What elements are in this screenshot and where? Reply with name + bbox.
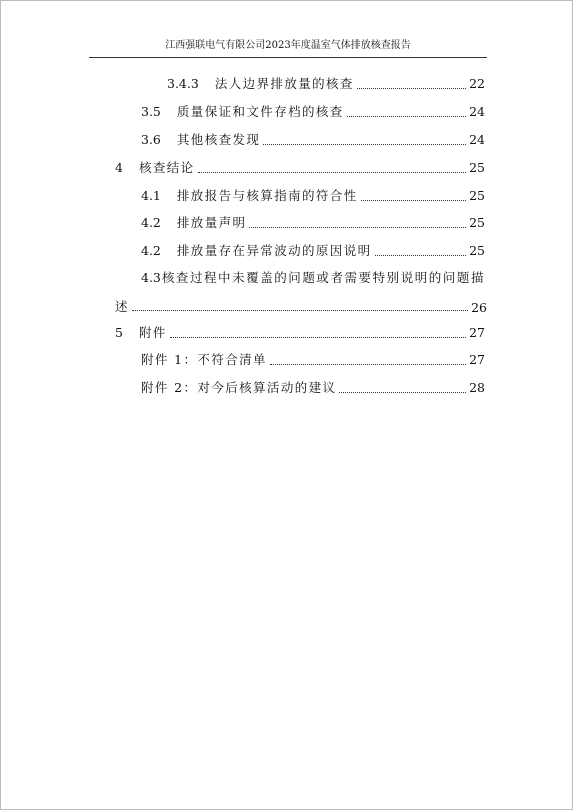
toc-page-number: 25 [469, 215, 485, 230]
toc-dot-leader [339, 392, 466, 393]
toc-entry-title: 核查过程中未覆盖的问题或者需要特别说明的问题描 [161, 270, 485, 285]
toc-page-number: 27 [469, 325, 485, 340]
toc-page-number: 22 [469, 76, 485, 91]
toc-page-number: 25 [469, 243, 485, 258]
toc-entry-title: 附件 [138, 325, 167, 340]
toc-page-number: 25 [469, 188, 485, 203]
toc-page-number: 24 [469, 104, 485, 119]
toc-entry[interactable] [115, 157, 485, 177]
toc-entry-title: 附件 1：不符合清单 [141, 352, 267, 367]
page-header: 江西强联电气有限公司2023年度温室气体排放核查报告 [165, 40, 411, 51]
header-divider [89, 57, 487, 58]
toc-page-number: 24 [469, 132, 485, 147]
toc-dot-leader [132, 310, 468, 311]
toc-entry[interactable] [141, 185, 485, 205]
toc-entry-title: 质量保证和文件存档的核查 [176, 104, 344, 119]
toc-entry[interactable] [141, 349, 485, 369]
toc-entry[interactable] [167, 73, 485, 93]
toc-page-number: 27 [469, 352, 485, 367]
toc-dot-leader [375, 255, 467, 256]
toc-page-number: 26 [471, 300, 487, 315]
toc-dot-leader [263, 144, 466, 145]
toc-entry[interactable] [141, 129, 485, 149]
toc-page-number: 28 [469, 380, 485, 395]
toc-entry-number: 4.1 [141, 188, 161, 203]
toc-entry-title: 核查结论 [138, 160, 195, 175]
toc-entry-number: 4.2 [141, 215, 161, 230]
toc-entry-number: 3.4.3 [167, 76, 199, 91]
toc-entry-number: 4 [115, 160, 123, 175]
toc-page-number: 25 [469, 160, 485, 175]
toc-entry-continuation[interactable] [115, 295, 487, 315]
toc-dot-leader [198, 172, 467, 173]
toc-entry-number: 5 [115, 325, 123, 340]
toc-entry[interactable] [141, 267, 485, 287]
toc-entry-title: 法人边界排放量的核查 [214, 76, 354, 91]
toc-dot-leader [347, 116, 466, 117]
toc-dot-leader [170, 337, 466, 338]
toc-dot-leader [357, 88, 466, 89]
toc-entry-title: 附件 2：对今后核算活动的建议 [141, 380, 337, 395]
toc-entry-title: 其他核查发现 [176, 132, 261, 147]
toc-entry-number: 3.5 [141, 104, 161, 119]
toc-entry-title: 排放量声明 [176, 215, 247, 230]
toc-dot-leader [270, 364, 466, 365]
toc-entry-title-continuation: 述 [115, 299, 129, 314]
toc-entry-title: 排放量存在异常波动的原因说明 [176, 243, 372, 258]
toc-entry[interactable] [115, 322, 485, 342]
toc-entry[interactable] [141, 240, 485, 260]
toc-entry-number: 4.2 [141, 243, 161, 258]
toc-entry-title: 排放报告与核算指南的符合性 [176, 188, 358, 203]
toc-dot-leader [249, 227, 466, 228]
toc-entry[interactable] [141, 101, 485, 121]
toc-entry-number: 3.6 [141, 132, 161, 147]
toc-dot-leader [361, 200, 467, 201]
toc-entry[interactable] [141, 212, 485, 232]
toc-entry-number: 4.3 [141, 270, 161, 285]
toc-entry[interactable] [141, 377, 485, 397]
